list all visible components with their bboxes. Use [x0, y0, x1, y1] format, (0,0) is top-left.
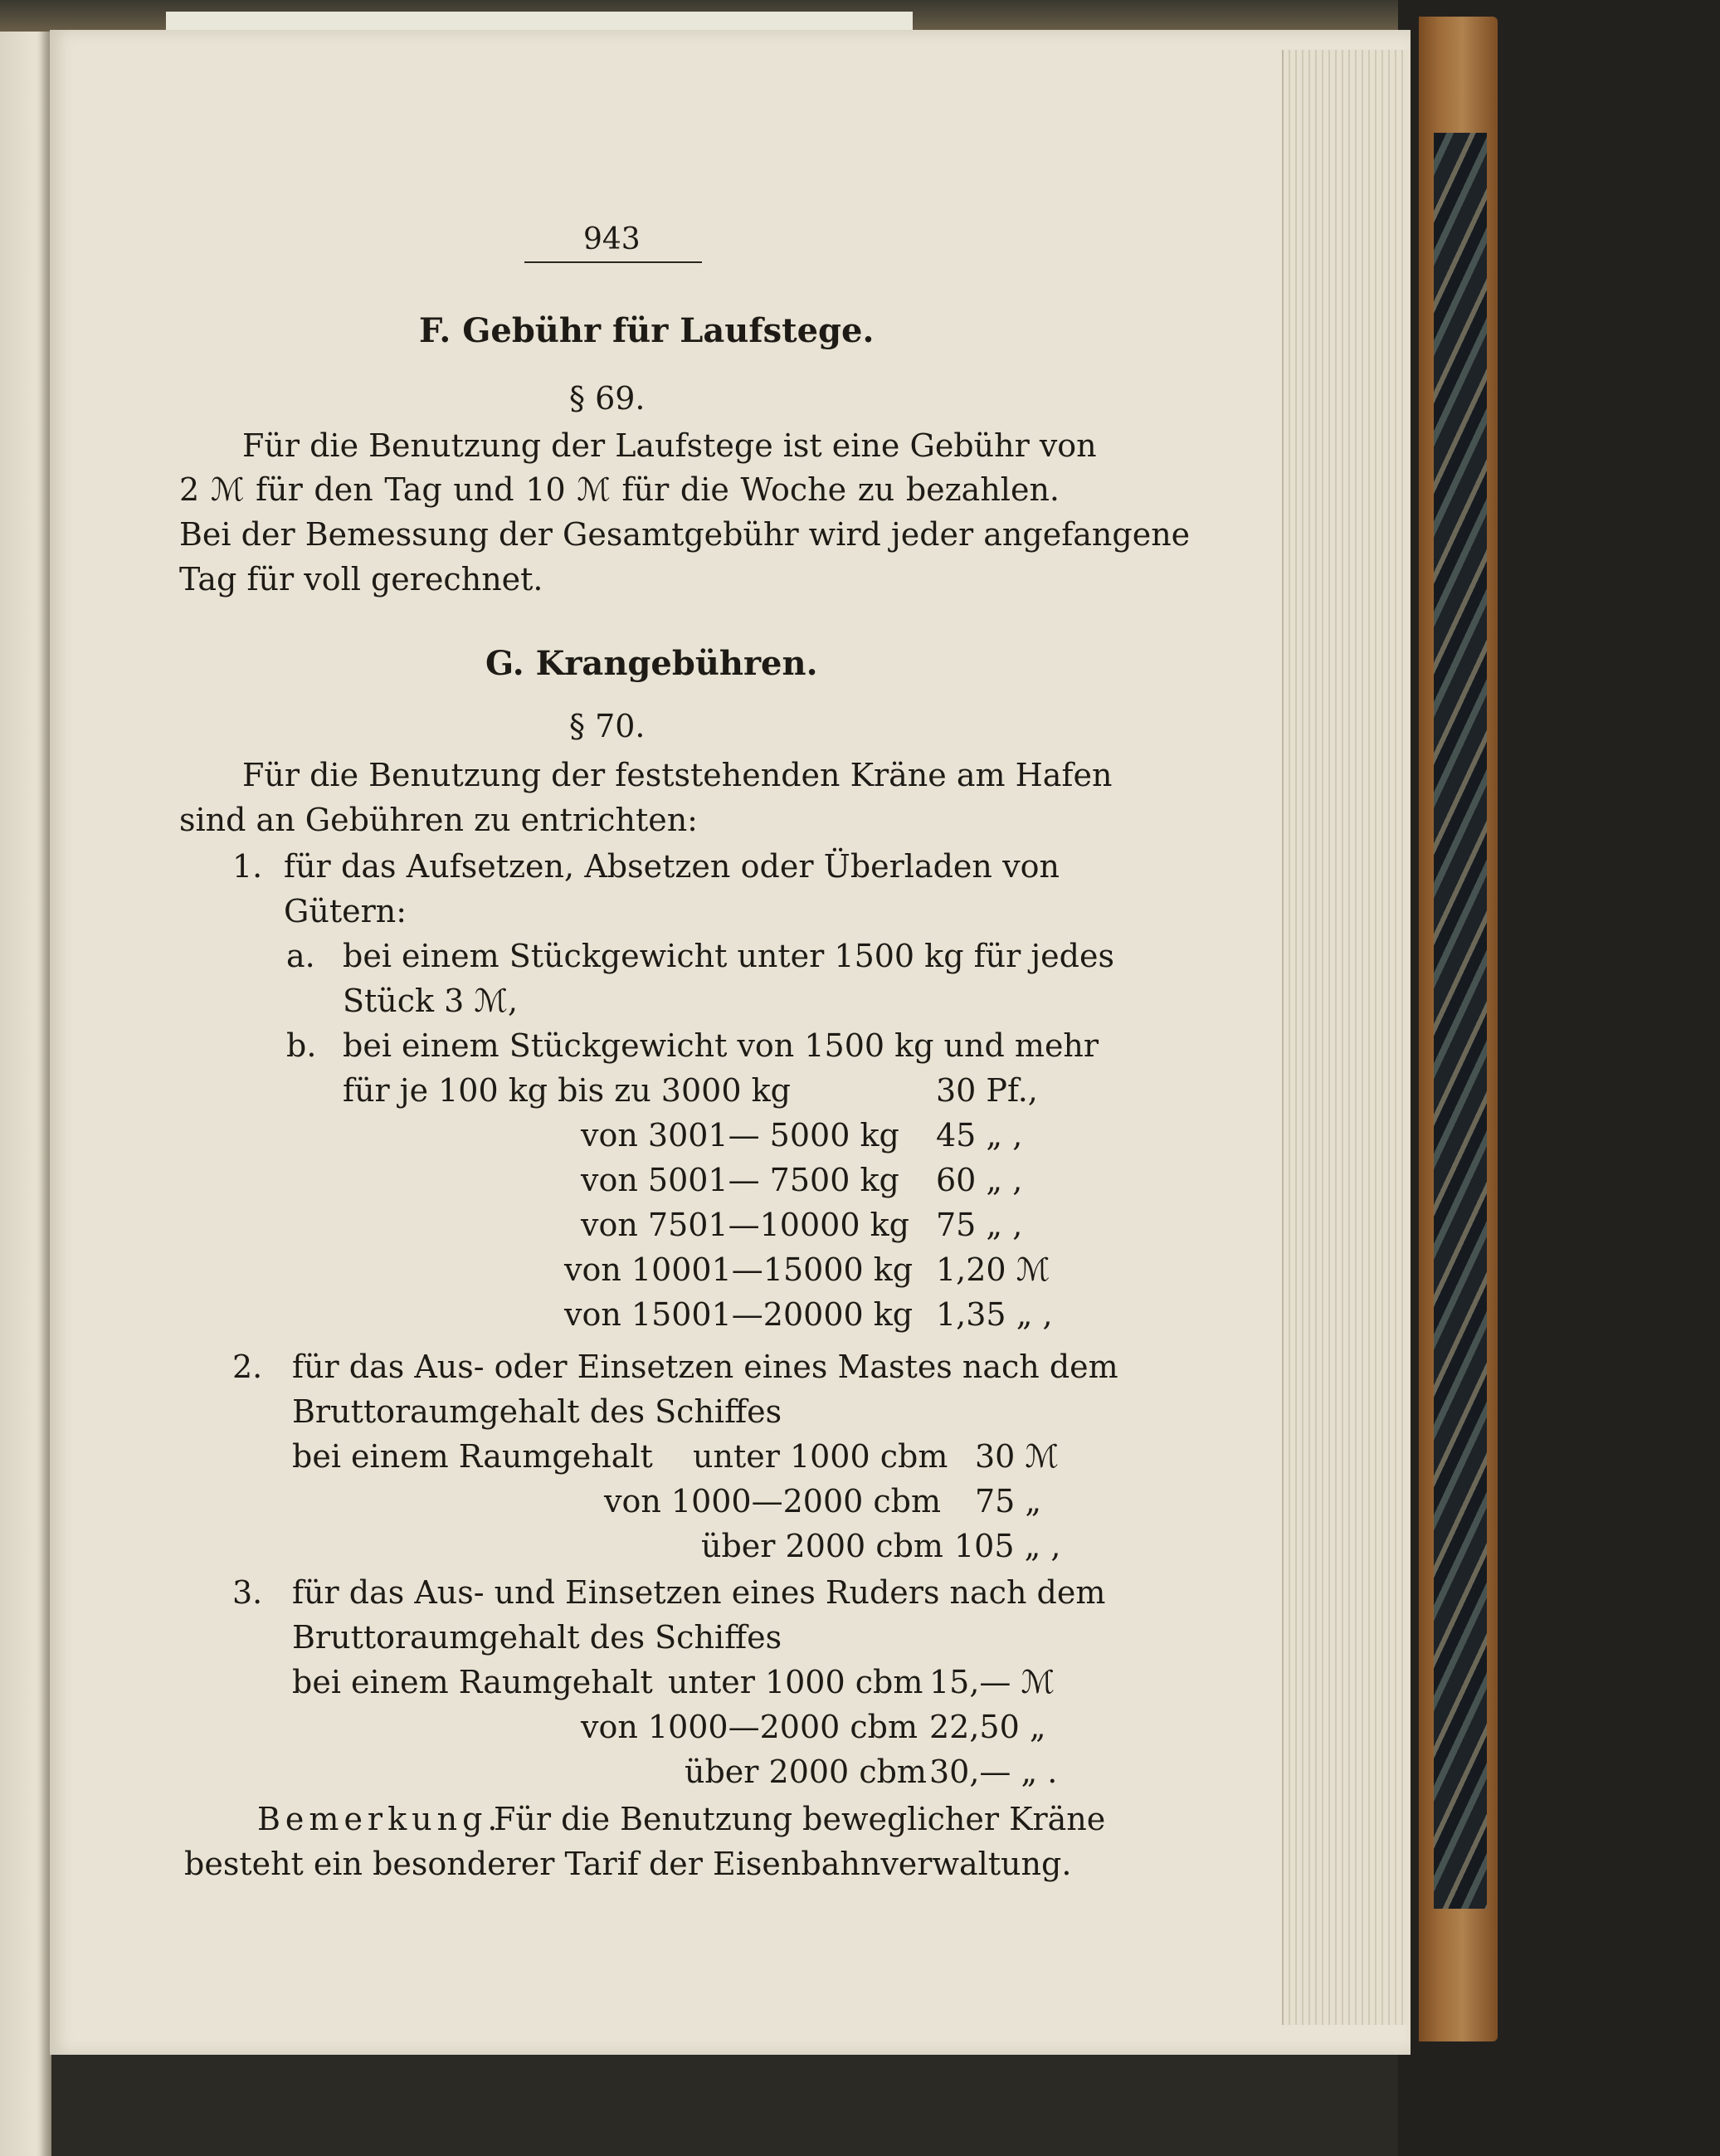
- page-number: 943: [583, 222, 641, 256]
- subitem-line: bei einem Stückgewicht von 1500 kg und mehr: [343, 1027, 1099, 1064]
- subitem-line: bei einem Stückgewicht unter 1500 kg für jedes: [343, 938, 1114, 974]
- rate-fee: 22,50 „: [929, 1709, 1046, 1745]
- remark-label: Bemerkung.: [257, 1801, 503, 1837]
- rate-fee: 1,35 „ ,: [936, 1296, 1053, 1333]
- rate-lead: bei einem Raumgehalt: [292, 1664, 653, 1700]
- rate-range: von 7501—10000 kg: [581, 1207, 909, 1243]
- rate-range: über 2000 cbm: [685, 1754, 927, 1790]
- item-line: Gütern:: [284, 893, 407, 929]
- rate-fee: 105 „ ,: [954, 1528, 1061, 1564]
- rate-range: von 10001—15000 kg: [564, 1251, 914, 1288]
- section-f-heading: F. Gebühr für Laufstege.: [419, 311, 875, 350]
- subitem-label: b.: [286, 1027, 317, 1064]
- item-line: für das Aus- oder Einsetzen eines Mastes nach dem: [292, 1349, 1118, 1385]
- rate-fee: 15,— ℳ: [929, 1664, 1055, 1700]
- rate-range: über 2000 cbm: [701, 1528, 943, 1564]
- item-line: für das Aufsetzen, Absetzen oder Überladen von: [284, 848, 1060, 885]
- rate-range: unter 1000 cbm: [693, 1438, 948, 1475]
- rate-range: von 3001— 5000 kg: [581, 1117, 899, 1154]
- rate-range: von 1000—2000 cbm: [581, 1709, 918, 1745]
- section-g-heading: G. Krangebühren.: [485, 644, 818, 683]
- section-g-intro-line: sind an Gebühren zu entrichten:: [179, 802, 698, 838]
- item-number: 3.: [232, 1574, 263, 1611]
- rate-fee: 30,— „ .: [929, 1754, 1058, 1790]
- item-number: 2.: [232, 1349, 263, 1385]
- section-f-line: Für die Benutzung der Laufstege ist eine Gebühr von: [242, 427, 1097, 464]
- rate-fee: 30 Pf.,: [936, 1072, 1038, 1109]
- rate-lead: bei einem Raumgehalt: [292, 1438, 653, 1475]
- subitem-label: a.: [286, 938, 315, 974]
- rate-fee: 75 „: [975, 1483, 1042, 1519]
- rate-fee: 60 „ ,: [936, 1162, 1023, 1198]
- section-f-line: 2 ℳ für den Tag und 10 ℳ für die Woche zu bezahlen.: [179, 471, 1060, 508]
- section-g-paragraph-mark: § 70.: [569, 708, 646, 744]
- rate-range: von 1000—2000 cbm: [604, 1483, 942, 1519]
- section-f-line: Bei der Bemessung der Gesamtgebühr wird jeder angefangene: [179, 516, 1191, 553]
- page-number-rule: [524, 261, 702, 263]
- rate-range: unter 1000 cbm: [668, 1664, 923, 1700]
- rate-range: von 5001— 7500 kg: [581, 1162, 899, 1198]
- rate-fee: 1,20 ℳ: [936, 1251, 1050, 1288]
- rate-range: von 15001—20000 kg: [564, 1296, 914, 1333]
- section-f-line: Tag für voll gerechnet.: [179, 561, 543, 598]
- remark-line: besteht ein besonderer Tarif der Eisenbahnverwaltung.: [184, 1846, 1072, 1882]
- rate-fee: 30 ℳ: [975, 1438, 1060, 1475]
- subitem-line: Stück 3 ℳ,: [343, 983, 519, 1019]
- section-g-intro-line: Für die Benutzung der feststehenden Kräne am Hafen: [242, 757, 1113, 793]
- item-number: 1.: [232, 848, 263, 885]
- rate-range: für je 100 kg bis zu 3000 kg: [343, 1072, 791, 1109]
- rate-fee: 75 „ ,: [936, 1207, 1023, 1243]
- item-line: für das Aus- und Einsetzen eines Ruders nach dem: [292, 1574, 1106, 1611]
- item-line: Bruttoraumgehalt des Schiffes: [292, 1619, 782, 1656]
- item-line: Bruttoraumgehalt des Schiffes: [292, 1393, 782, 1430]
- rate-fee: 45 „ ,: [936, 1117, 1023, 1154]
- remark-line: Für die Benutzung beweglicher Kräne: [494, 1801, 1106, 1837]
- section-f-paragraph-mark: § 69.: [569, 380, 646, 417]
